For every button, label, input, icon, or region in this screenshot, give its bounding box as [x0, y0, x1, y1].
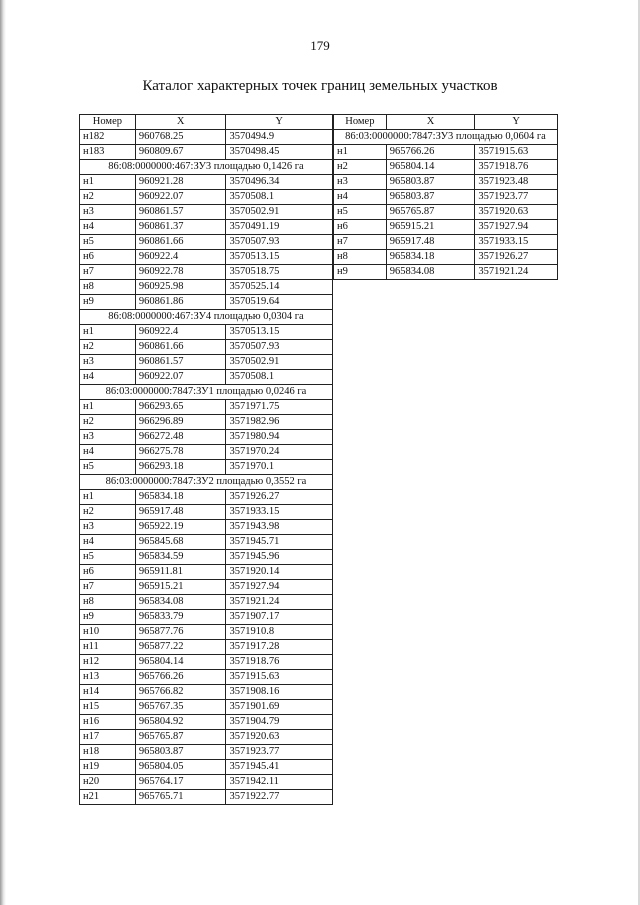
x-coordinate-cell: 965803.87: [135, 745, 226, 760]
point-number-cell: н3: [80, 520, 136, 535]
y-coordinate-cell: 3571918.76: [475, 160, 558, 175]
x-coordinate-cell: 965765.71: [135, 790, 226, 805]
table-row: [80, 790, 333, 805]
y-coordinate-cell: 3571970.1: [226, 460, 333, 475]
x-coordinate-cell: 960922.07: [135, 370, 226, 385]
table-row: [80, 505, 333, 520]
table-row: [80, 610, 333, 625]
y-coordinate-cell: 3570494.9: [226, 130, 333, 145]
point-number-cell: н7: [334, 235, 387, 250]
table-row: [334, 265, 558, 280]
table-row: [80, 190, 333, 205]
x-coordinate-cell: 965765.87: [386, 205, 475, 220]
table-row: [80, 655, 333, 670]
y-coordinate-cell: 3571921.24: [475, 265, 558, 280]
y-coordinate-cell: 3570525.14: [226, 280, 333, 295]
point-number-cell: н6: [80, 565, 136, 580]
x-coordinate-cell: 965877.76: [135, 625, 226, 640]
x-coordinate-cell: 965804.05: [135, 760, 226, 775]
y-coordinate-cell: 3571923.48: [475, 175, 558, 190]
x-coordinate-cell: 965877.22: [135, 640, 226, 655]
point-number-cell: н8: [80, 595, 136, 610]
table-row: [80, 145, 333, 160]
point-number-cell: н3: [80, 430, 136, 445]
table-header-row: [80, 115, 333, 130]
coordinates-table-right: [333, 114, 558, 280]
x-coordinate-cell: 965915.21: [386, 220, 475, 235]
y-coordinate-cell: 3571910.8: [226, 625, 333, 640]
table-row: [80, 220, 333, 235]
table-row: [80, 550, 333, 565]
point-number-cell: н1: [80, 325, 136, 340]
y-coordinate-cell: 3571920.63: [226, 730, 333, 745]
y-coordinate-cell: 3571970.24: [226, 445, 333, 460]
y-coordinate-cell: 3571920.14: [226, 565, 333, 580]
section-title: 86:08:0000000:467:ЗУ3 площадью 0,1426 га: [80, 160, 333, 175]
x-coordinate-cell: 965833.79: [135, 610, 226, 625]
table-row: [80, 760, 333, 775]
table-row: [80, 580, 333, 595]
table-row: [334, 250, 558, 265]
x-coordinate-cell: 965922.19: [135, 520, 226, 535]
point-number-cell: н5: [80, 550, 136, 565]
point-number-cell: н7: [80, 265, 136, 280]
table-row: [80, 325, 333, 340]
table-row: [80, 640, 333, 655]
table-row: [334, 175, 558, 190]
table-row: [80, 745, 333, 760]
y-coordinate-cell: 3571926.27: [475, 250, 558, 265]
point-number-cell: н2: [334, 160, 387, 175]
x-coordinate-cell: 965803.87: [386, 175, 475, 190]
section-header-row: [80, 475, 333, 490]
point-number-cell: н1: [334, 145, 387, 160]
table-row: [80, 625, 333, 640]
table-row: [334, 190, 558, 205]
point-number-cell: н10: [80, 625, 136, 640]
section-header-row: [80, 310, 333, 325]
table-row: [80, 535, 333, 550]
section-title: 86:03:0000000:7847:ЗУ3 площадью 0,0604 га: [334, 130, 558, 145]
y-coordinate-cell: 3570507.93: [226, 340, 333, 355]
section-header-row: [334, 130, 558, 145]
y-coordinate-cell: 3570491.19: [226, 220, 333, 235]
table-row: [334, 160, 558, 175]
y-coordinate-cell: 3570502.91: [226, 205, 333, 220]
section-header-row: [80, 160, 333, 175]
point-number-cell: н19: [80, 760, 136, 775]
x-coordinate-cell: 960922.78: [135, 265, 226, 280]
x-coordinate-cell: 960925.98: [135, 280, 226, 295]
y-coordinate-cell: 3571920.63: [475, 205, 558, 220]
table-row: [80, 130, 333, 145]
point-number-cell: н5: [80, 460, 136, 475]
y-coordinate-cell: 3570519.64: [226, 295, 333, 310]
x-coordinate-cell: 965834.08: [135, 595, 226, 610]
point-number-cell: н183: [80, 145, 136, 160]
table-row: [80, 280, 333, 295]
y-coordinate-cell: 3571982.96: [226, 415, 333, 430]
y-coordinate-cell: 3571908.16: [226, 685, 333, 700]
y-coordinate-cell: 3571971.75: [226, 400, 333, 415]
point-number-cell: н1: [80, 490, 136, 505]
table-row: [80, 355, 333, 370]
y-coordinate-cell: 3571945.71: [226, 535, 333, 550]
point-number-cell: н182: [80, 130, 136, 145]
point-number-cell: н8: [334, 250, 387, 265]
table-row: [80, 430, 333, 445]
point-number-cell: н14: [80, 685, 136, 700]
table-row: [80, 370, 333, 385]
table-row: [80, 520, 333, 535]
y-coordinate-cell: 3571907.17: [226, 610, 333, 625]
table-row: [80, 700, 333, 715]
header-y: Y: [475, 115, 558, 130]
x-coordinate-cell: 965765.87: [135, 730, 226, 745]
table-row: [80, 775, 333, 790]
x-coordinate-cell: 966275.78: [135, 445, 226, 460]
point-number-cell: н11: [80, 640, 136, 655]
y-coordinate-cell: 3571915.63: [475, 145, 558, 160]
x-coordinate-cell: 965764.17: [135, 775, 226, 790]
x-coordinate-cell: 965804.14: [135, 655, 226, 670]
point-number-cell: н6: [80, 250, 136, 265]
x-coordinate-cell: 960922.07: [135, 190, 226, 205]
point-number-cell: н21: [80, 790, 136, 805]
y-coordinate-cell: 3571923.77: [475, 190, 558, 205]
point-number-cell: н12: [80, 655, 136, 670]
table-row: [334, 205, 558, 220]
x-coordinate-cell: 965834.59: [135, 550, 226, 565]
point-number-cell: н5: [334, 205, 387, 220]
point-number-cell: н13: [80, 670, 136, 685]
point-number-cell: н2: [80, 340, 136, 355]
point-number-cell: н7: [80, 580, 136, 595]
y-coordinate-cell: 3571980.94: [226, 430, 333, 445]
x-coordinate-cell: 965803.87: [386, 190, 475, 205]
x-coordinate-cell: 960861.57: [135, 205, 226, 220]
header-number: Номер: [80, 115, 136, 130]
section-title: 86:03:0000000:7847:ЗУ1 площадью 0,0246 га: [80, 385, 333, 400]
x-coordinate-cell: 965917.48: [386, 235, 475, 250]
point-number-cell: н3: [334, 175, 387, 190]
x-coordinate-cell: 965766.82: [135, 685, 226, 700]
x-coordinate-cell: 965766.26: [135, 670, 226, 685]
x-coordinate-cell: 960922.4: [135, 250, 226, 265]
table-row: [80, 295, 333, 310]
point-number-cell: н4: [80, 370, 136, 385]
table-row: [80, 205, 333, 220]
y-coordinate-cell: 3571933.15: [226, 505, 333, 520]
y-coordinate-cell: 3571943.98: [226, 520, 333, 535]
point-number-cell: н3: [80, 205, 136, 220]
point-number-cell: н3: [80, 355, 136, 370]
x-coordinate-cell: 966293.18: [135, 460, 226, 475]
point-number-cell: н1: [80, 175, 136, 190]
y-coordinate-cell: 3571945.41: [226, 760, 333, 775]
point-number-cell: н20: [80, 775, 136, 790]
y-coordinate-cell: 3571904.79: [226, 715, 333, 730]
y-coordinate-cell: 3571917.28: [226, 640, 333, 655]
y-coordinate-cell: 3571927.94: [475, 220, 558, 235]
point-number-cell: н9: [80, 295, 136, 310]
page-number: 179: [310, 38, 330, 53]
page-title: Каталог характерных точек границ земельных участков: [142, 78, 498, 94]
x-coordinate-cell: 965767.35: [135, 700, 226, 715]
table-row: [334, 235, 558, 250]
x-coordinate-cell: 960861.66: [135, 340, 226, 355]
y-coordinate-cell: 3571942.11: [226, 775, 333, 790]
y-coordinate-cell: 3570496.34: [226, 175, 333, 190]
point-number-cell: н2: [80, 190, 136, 205]
x-coordinate-cell: 960861.66: [135, 235, 226, 250]
y-coordinate-cell: 3571945.96: [226, 550, 333, 565]
y-coordinate-cell: 3571922.77: [226, 790, 333, 805]
header-number: Номер: [334, 115, 387, 130]
point-number-cell: н4: [334, 190, 387, 205]
table-row: [80, 445, 333, 460]
table-row: [80, 175, 333, 190]
point-number-cell: н8: [80, 280, 136, 295]
y-coordinate-cell: 3571921.24: [226, 595, 333, 610]
y-coordinate-cell: 3571915.63: [226, 670, 333, 685]
y-coordinate-cell: 3570498.45: [226, 145, 333, 160]
y-coordinate-cell: 3570508.1: [226, 370, 333, 385]
table-row: [80, 400, 333, 415]
x-coordinate-cell: 965917.48: [135, 505, 226, 520]
x-coordinate-cell: 960921.28: [135, 175, 226, 190]
x-coordinate-cell: 965804.14: [386, 160, 475, 175]
y-coordinate-cell: 3570513.15: [226, 325, 333, 340]
y-coordinate-cell: 3570508.1: [226, 190, 333, 205]
table-row: [80, 265, 333, 280]
table-row: [80, 340, 333, 355]
y-coordinate-cell: 3571901.69: [226, 700, 333, 715]
x-coordinate-cell: 960861.57: [135, 355, 226, 370]
table-body-right: [334, 130, 558, 280]
x-coordinate-cell: 966272.48: [135, 430, 226, 445]
point-number-cell: н4: [80, 220, 136, 235]
table-row: [80, 415, 333, 430]
point-number-cell: н5: [80, 235, 136, 250]
section-header-row: [80, 385, 333, 400]
x-coordinate-cell: 966296.89: [135, 415, 226, 430]
section-title: 86:03:0000000:7847:ЗУ2 площадью 0,3552 га: [80, 475, 333, 490]
point-number-cell: н17: [80, 730, 136, 745]
table-row: [80, 490, 333, 505]
table-row: [80, 565, 333, 580]
point-number-cell: н1: [80, 400, 136, 415]
point-number-cell: н9: [334, 265, 387, 280]
point-number-cell: н16: [80, 715, 136, 730]
x-coordinate-cell: 965834.18: [135, 490, 226, 505]
y-coordinate-cell: 3570507.93: [226, 235, 333, 250]
table-row: [80, 595, 333, 610]
table-row: [80, 670, 333, 685]
x-coordinate-cell: 960861.86: [135, 295, 226, 310]
y-coordinate-cell: 3570518.75: [226, 265, 333, 280]
point-number-cell: н18: [80, 745, 136, 760]
section-title: 86:08:0000000:467:ЗУ4 площадью 0,0304 га: [80, 310, 333, 325]
header-x: X: [386, 115, 475, 130]
point-number-cell: н6: [334, 220, 387, 235]
x-coordinate-cell: 960768.25: [135, 130, 226, 145]
x-coordinate-cell: 965915.21: [135, 580, 226, 595]
x-coordinate-cell: 965834.08: [386, 265, 475, 280]
point-number-cell: н2: [80, 415, 136, 430]
header-x: X: [135, 115, 226, 130]
header-y: Y: [226, 115, 333, 130]
x-coordinate-cell: 965834.18: [386, 250, 475, 265]
y-coordinate-cell: 3570502.91: [226, 355, 333, 370]
table-body-left: [80, 130, 333, 805]
y-coordinate-cell: 3571923.77: [226, 745, 333, 760]
point-number-cell: н4: [80, 535, 136, 550]
y-coordinate-cell: 3571933.15: [475, 235, 558, 250]
table-header-row: [334, 115, 558, 130]
y-coordinate-cell: 3570513.15: [226, 250, 333, 265]
point-number-cell: н9: [80, 610, 136, 625]
y-coordinate-cell: 3571927.94: [226, 580, 333, 595]
point-number-cell: н4: [80, 445, 136, 460]
scan-edge-left: [0, 0, 6, 905]
x-coordinate-cell: 966293.65: [135, 400, 226, 415]
point-number-cell: н15: [80, 700, 136, 715]
x-coordinate-cell: 965911.81: [135, 565, 226, 580]
table-row: [80, 250, 333, 265]
x-coordinate-cell: 965766.26: [386, 145, 475, 160]
table-row: [80, 715, 333, 730]
x-coordinate-cell: 960861.37: [135, 220, 226, 235]
x-coordinate-cell: 960922.4: [135, 325, 226, 340]
table-row: [80, 460, 333, 475]
table-row: [80, 730, 333, 745]
x-coordinate-cell: 965845.68: [135, 535, 226, 550]
table-row: [80, 235, 333, 250]
x-coordinate-cell: 960809.67: [135, 145, 226, 160]
y-coordinate-cell: 3571926.27: [226, 490, 333, 505]
table-row: [80, 685, 333, 700]
x-coordinate-cell: 965804.92: [135, 715, 226, 730]
table-row: [334, 220, 558, 235]
y-coordinate-cell: 3571918.76: [226, 655, 333, 670]
point-number-cell: н2: [80, 505, 136, 520]
coordinates-table-left: [79, 114, 333, 805]
table-row: [334, 145, 558, 160]
